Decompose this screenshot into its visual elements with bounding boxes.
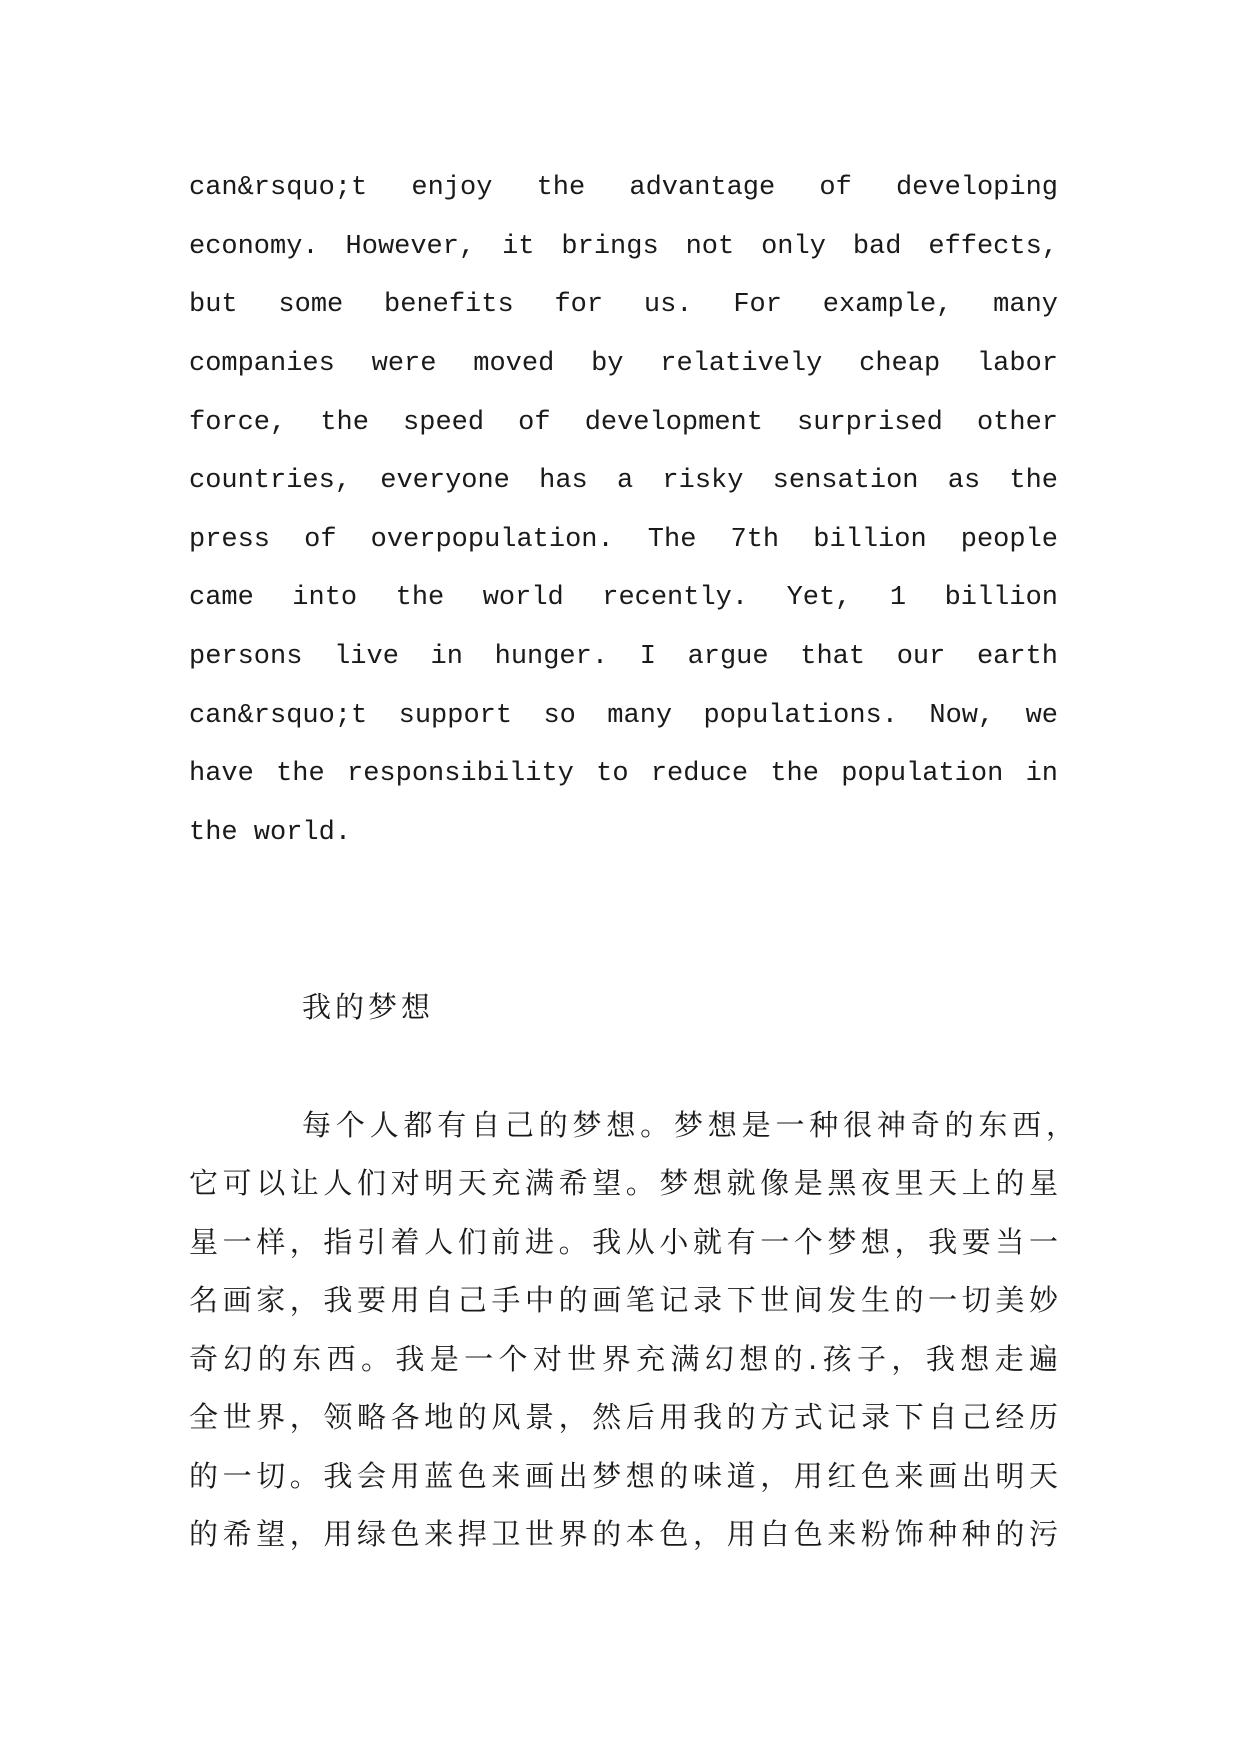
text-line: 的一切。我会用蓝色来画出梦想的味道，用红色来画出明天 <box>189 1459 1058 1493</box>
text-line: can&rsquo;t enjoy the advantage of developing <box>189 173 1058 203</box>
text-line: countries, everyone has a risky sensation as the <box>189 466 1058 496</box>
text-line: economy. However, it brings not only bad effects, <box>189 232 1058 262</box>
text-line: 名画家，我要用自己手中的画笔记录下世间发生的一切美妙 <box>189 1283 1058 1317</box>
text-line: the world. <box>189 818 352 848</box>
text-line: can&rsquo;t support so many populations. Now, we <box>189 701 1058 731</box>
text-line: 的希望，用绿色来捍卫世界的本色，用白色来粉饰种种的污 <box>189 1517 1058 1551</box>
text-line: companies were moved by relatively cheap labor <box>189 349 1058 379</box>
text-line: 每个人都有自己的梦想。梦想是一种很神奇的东西， <box>302 1108 1075 1142</box>
text-line: but some benefits for us. For example, many <box>189 290 1058 320</box>
text-line: press of overpopulation. The 7th billion people <box>189 525 1058 555</box>
text-line: have the responsibility to reduce the population in <box>189 759 1058 789</box>
essay-title: 我的梦想 <box>302 990 435 1024</box>
text-line: 奇幻的东西。我是一个对世界充满幻想的.孩子，我想走遍 <box>189 1342 1058 1376</box>
text-line: 星一样，指引着人们前进。我从小就有一个梦想，我要当一 <box>189 1225 1058 1259</box>
text-line: came into the world recently. Yet, 1 billion <box>189 583 1058 613</box>
text-line: persons live in hunger. I argue that our earth <box>189 642 1058 672</box>
text-line: 全世界，领略各地的风景，然后用我的方式记录下自己经历 <box>189 1400 1058 1434</box>
text-line: 它可以让人们对明天充满希望。梦想就像是黑夜里天上的星 <box>189 1166 1058 1200</box>
text-line: force, the speed of development surprised other <box>189 408 1058 438</box>
